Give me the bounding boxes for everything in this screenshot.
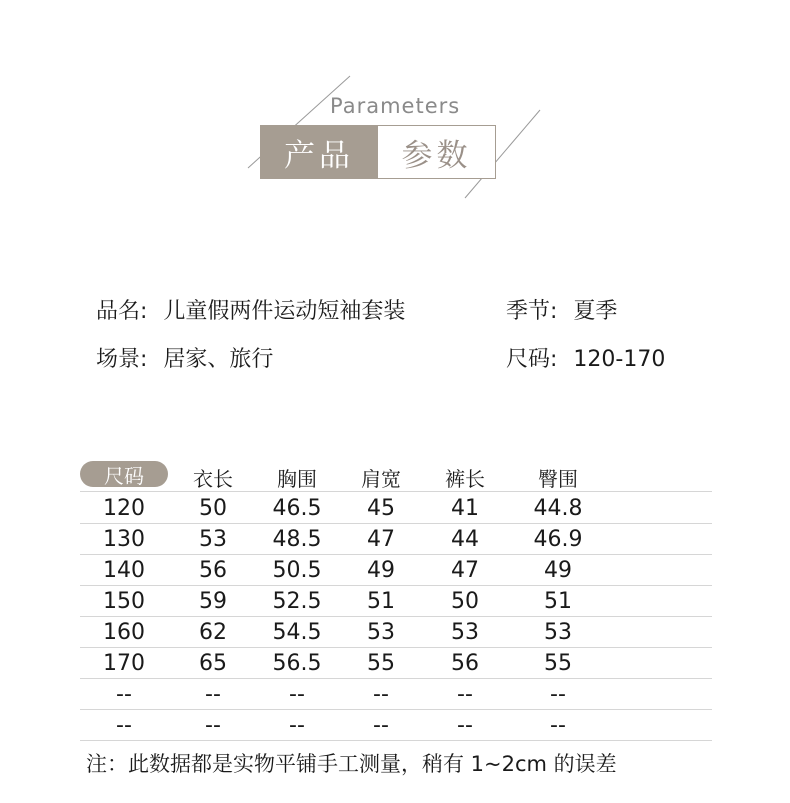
table-cell: --	[550, 682, 566, 707]
table-cell: --	[550, 713, 566, 738]
table-cell: 160	[103, 620, 145, 645]
table-cell: 130	[103, 527, 145, 552]
season-label: 季节:	[506, 299, 558, 324]
params-badge: 参数	[378, 125, 496, 179]
table-row	[80, 492, 712, 524]
scene-label: 场景:	[96, 347, 148, 372]
table-cell: --	[289, 682, 305, 707]
size-label: 尺码:	[506, 347, 558, 372]
table-cell: 56	[451, 651, 479, 676]
col-header-length: 衣长	[193, 467, 233, 491]
table-cell: 54.5	[272, 620, 322, 645]
table-cell: 49	[367, 558, 395, 583]
table-cell: 120	[103, 496, 145, 521]
info-scene	[96, 342, 273, 373]
info-size	[506, 342, 665, 373]
size-value: 120-170	[573, 347, 666, 372]
table-cell: 46.9	[533, 527, 583, 552]
table-row	[80, 585, 712, 617]
table-row	[80, 647, 712, 679]
table-cell: 49	[544, 558, 572, 583]
table-cell: 56.5	[272, 651, 322, 676]
table-cell: 51	[544, 589, 572, 614]
header-decoration	[0, 0, 790, 240]
table-cell: 170	[103, 651, 145, 676]
info-season	[506, 294, 617, 325]
table-row	[80, 709, 712, 741]
info-name	[96, 294, 405, 325]
table-cell: 140	[103, 558, 145, 583]
table-cell: 47	[451, 558, 479, 583]
table-cell: 44.8	[533, 496, 583, 521]
table-cell: 55	[544, 651, 572, 676]
table-cell: 45	[367, 496, 395, 521]
table-cell: 46.5	[272, 496, 322, 521]
col-header-size: 尺码	[80, 461, 168, 487]
col-header-shoulder: 肩宽	[361, 467, 401, 491]
table-cell: 50.5	[272, 558, 322, 583]
table-cell: 53	[544, 620, 572, 645]
table-cell: 150	[103, 589, 145, 614]
table-cell: --	[373, 682, 389, 707]
table-cell: 50	[199, 496, 227, 521]
table-cell: --	[457, 713, 473, 738]
table-cell: 53	[199, 527, 227, 552]
table-cell: 44	[451, 527, 479, 552]
table-cell: 52.5	[272, 589, 322, 614]
table-cell: --	[205, 682, 221, 707]
table-cell: --	[116, 682, 132, 707]
scene-value: 居家、旅行	[163, 347, 274, 372]
season-value: 夏季	[573, 299, 618, 324]
table-cell: --	[373, 713, 389, 738]
table-cell: 51	[367, 589, 395, 614]
parameters-title: Parameters	[330, 94, 461, 118]
table-cell: --	[457, 682, 473, 707]
table-cell: --	[205, 713, 221, 738]
table-cell: --	[116, 713, 132, 738]
table-row	[80, 523, 712, 555]
col-header-chest: 胸围	[277, 467, 317, 491]
table-cell: 53	[451, 620, 479, 645]
measurement-note: 注：此数据都是实物平铺手工测量，稍有 1~2cm 的误差	[86, 752, 617, 776]
table-cell: 62	[199, 620, 227, 645]
table-cell: 53	[367, 620, 395, 645]
table-cell: 48.5	[272, 527, 322, 552]
table-cell: 65	[199, 651, 227, 676]
table-cell: 56	[199, 558, 227, 583]
table-cell: 59	[199, 589, 227, 614]
name-label: 品名:	[96, 299, 148, 324]
col-header-pants-length: 裤长	[445, 467, 485, 491]
name-value: 儿童假两件运动短袖套装	[163, 299, 406, 324]
table-cell: --	[289, 713, 305, 738]
table-cell: 50	[451, 589, 479, 614]
col-header-hip: 臀围	[538, 467, 578, 491]
table-row	[80, 616, 712, 648]
product-badge: 产品	[260, 125, 378, 179]
table-cell: 41	[451, 496, 479, 521]
table-row	[80, 678, 712, 710]
table-cell: 55	[367, 651, 395, 676]
table-cell: 47	[367, 527, 395, 552]
table-row	[80, 554, 712, 586]
